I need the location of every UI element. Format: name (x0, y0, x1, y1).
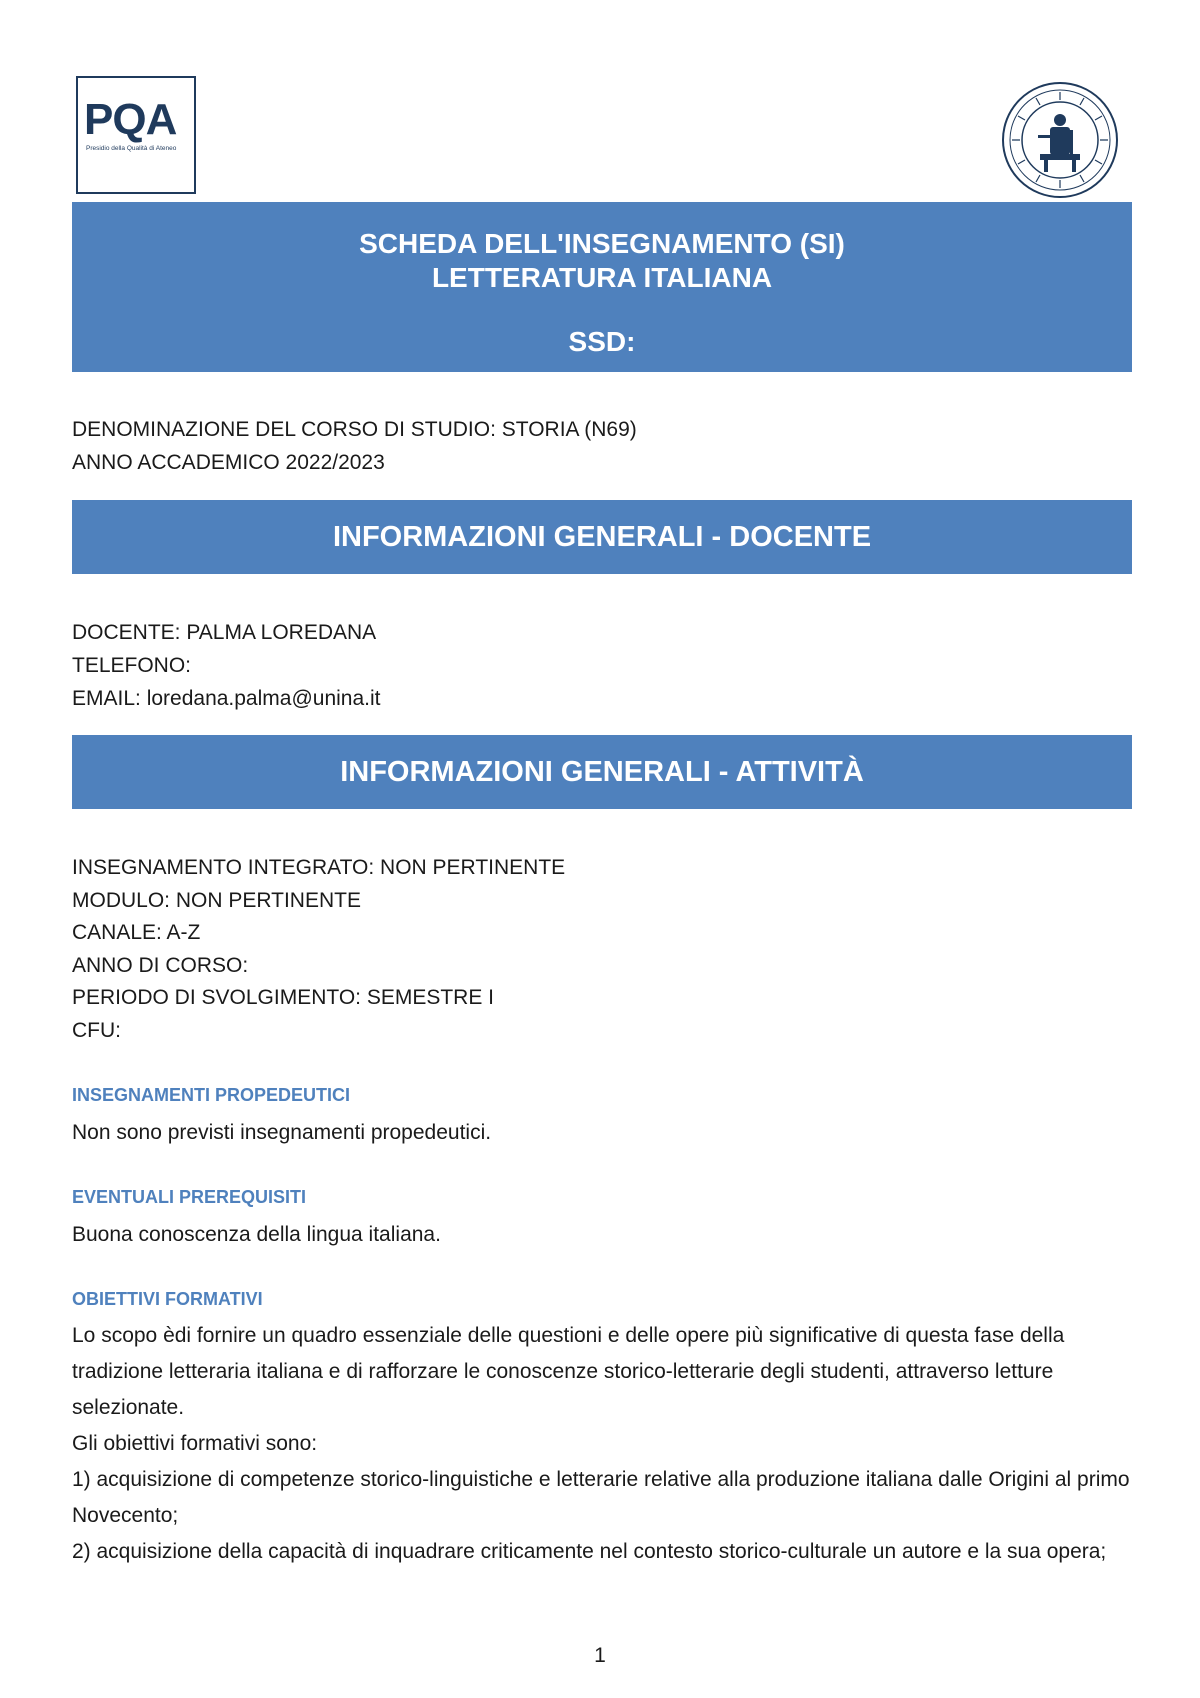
pqa-logo-subtitle: Presidio della Qualità di Ateneo (86, 145, 177, 152)
anno-di-corso: ANNO DI CORSO: (72, 954, 249, 977)
cfu: CFU: (72, 1019, 121, 1042)
section-banner-attivita (72, 735, 1132, 809)
text-prerequisiti: Buona conoscenza della lingua italiana. (72, 1223, 441, 1246)
docente-name: DOCENTE: PALMA LOREDANA (72, 621, 377, 644)
document-title-banner (72, 202, 1132, 372)
pqa-logo-word: PQA (84, 95, 177, 144)
obiettivi-intro: Gli obiettivi formativi sono: (72, 1432, 318, 1455)
docente-email: EMAIL: loredana.palma@unina.it (72, 687, 381, 710)
heading-propedeutici: INSEGNAMENTI PROPEDEUTICI (72, 1085, 351, 1105)
heading-obiettivi: OBIETTIVI FORMATIVI (72, 1289, 263, 1309)
document-title: SCHEDA DELL'INSEGNAMENTO (SI) (359, 228, 845, 259)
docente-telefono: TELEFONO: (72, 654, 192, 677)
modulo: MODULO: NON PERTINENTE (72, 889, 361, 912)
periodo-svolgimento: PERIODO DI SVOLGIMENTO: SEMESTRE I (72, 986, 495, 1009)
page-number: 1 (594, 1644, 606, 1667)
section-title-attivita: INFORMAZIONI GENERALI - ATTIVITÀ (340, 756, 864, 788)
section-title-docente: INFORMAZIONI GENERALI - DOCENTE (332, 521, 872, 553)
obiettivi-item-2: 2) acquisizione della capacità di inquadrare criticamente nel contesto storico-culturale un autore e la sua opera; (72, 1540, 1107, 1563)
canale: CANALE: A-Z (72, 921, 201, 944)
section-banner-docente (72, 500, 1132, 574)
academic-year: ANNO ACCADEMICO 2022/2023 (72, 451, 385, 474)
ssd-label: SSD: (568, 326, 636, 357)
text-propedeutici: Non sono previsti insegnamenti propedeutici. (72, 1121, 492, 1144)
course-title: LETTERATURA ITALIANA (431, 262, 773, 293)
insegnamento-integrato: INSEGNAMENTO INTEGRATO: NON PERTINENTE (72, 856, 566, 879)
pqa-logo (76, 76, 196, 194)
obiettivi-paragraph: Lo scopo èdi fornire un quadro essenziale delle questioni e delle opere più significative di questa fase della tradizione letteraria italiana e di rafforzare le conoscenze storico-letterarie degli studenti, attraverso letture selezionate. (72, 1324, 1065, 1419)
obiettivi-item-1: 1) acquisizione di competenze storico-linguistiche e letterarie relative alla produzione italiana dalle Origini al primo Novecento; (72, 1468, 1130, 1527)
heading-prerequisiti: EVENTUALI PREREQUISITI (72, 1187, 307, 1207)
course-denomination: DENOMINAZIONE DEL CORSO DI STUDIO: STORIA (N69) (72, 418, 637, 441)
university-seal-icon (1000, 80, 1120, 200)
